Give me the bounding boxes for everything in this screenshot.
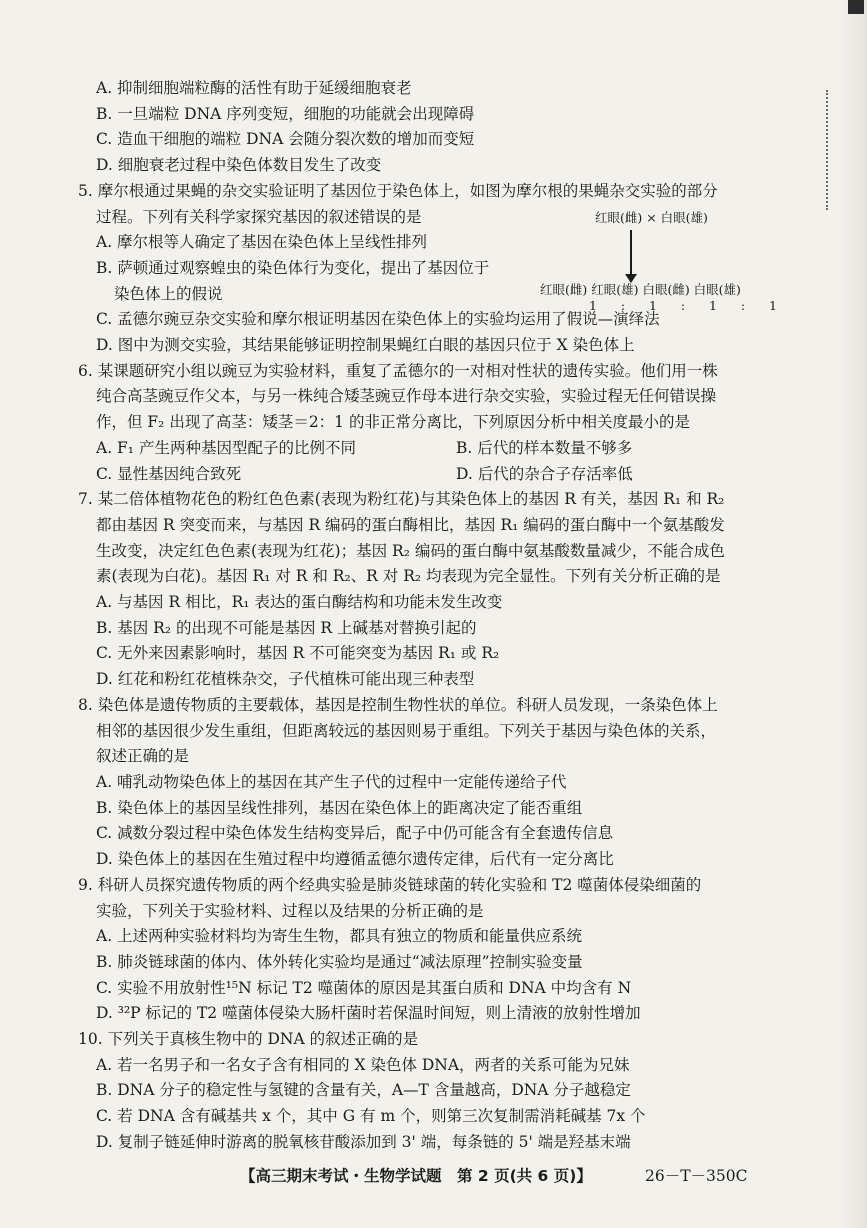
cross-ratio: [568, 298, 798, 314]
fly-cross-diagram: [540, 210, 777, 313]
option-line: A. 与基因 R 相比，R₁ 表达的蛋白酶结构和功能未发生改变: [96, 593, 503, 612]
question-9-stem: 实验，下列关于实验材料、过程以及结果的分析正确的是: [96, 901, 484, 920]
scan-corner-mark: [848, 0, 864, 14]
question-5-stem: 5. 摩尔根通过果蝇的杂交实验证明了基因位于染色体上，如图为摩尔根的果蝇杂交实验的部分: [78, 181, 718, 200]
option-line: D. 红花和粉红花植株杂交，子代植株可能出现三种表型: [96, 670, 475, 689]
option-line: C. 若 DNA 含有碱基共 x 个，其中 G 有 m 个，则第三次复制需消耗碱基 7x 个: [96, 1107, 646, 1126]
option-row: [78, 436, 778, 462]
option-line: B. 萨顿通过观察蝗虫的染色体行为变化，提出了基因位于: [96, 258, 490, 277]
question-6-stem: 作，但 F₂ 出现了高茎：矮茎＝2：1 的非正常分离比，下列原因分析中相关度最小的是: [96, 413, 690, 432]
page-footer-title: 【高三期末考试・生物学试题 第 2 页(共 6 页)】: [240, 1167, 592, 1185]
option-line: B. DNA 分子的稳定性与氢键的含量有关，A—T 含量越高，DNA 分子越稳定: [96, 1081, 631, 1100]
option-line: A. 摩尔根等人确定了基因在染色体上呈线性排列: [96, 233, 428, 252]
question-8-stem: 相邻的基因很少发生重组，但距离较远的基因则易于重组。下列关于基因与染色体的关系，: [96, 721, 717, 740]
option-line: C. 孟德尔豌豆杂交实验和摩尔根证明基因在染色体上的实验均运用了假说—演绎法: [96, 310, 660, 329]
question-9-stem: 9. 科研人员探究遗传物质的两个经典实验是肺炎链球菌的转化实验和 T2 噬菌体侵染细菌的: [78, 875, 702, 894]
option-line: C. 实验不用放射性¹⁵N 标记 T2 噬菌体的原因是其蛋白质和 DNA 中均含有 N: [96, 978, 632, 997]
option-line: B. 肺炎链球菌的体内、体外转化实验均是通过“减法原理”控制实验变量: [96, 952, 583, 971]
option-line: A. F₁ 产生两种基因型配子的比例不同: [96, 438, 356, 457]
option-line: D. 复制子链延伸时游离的脱氧核苷酸添加到 3' 端，每条链的 5' 端是羟基末端: [96, 1132, 631, 1151]
option-line: C. 显性基因纯合致死: [96, 464, 242, 483]
option-line: A. 哺乳动物染色体上的基因在其产生子代的过程中一定能传递给子代: [96, 772, 567, 791]
scan-edge: [840, 0, 867, 1228]
option-line: C. 造血干细胞的端粒 DNA 会随分裂次数的增加而变短: [96, 130, 475, 149]
question-7-stem: 都由基因 R 突变而来，与基因 R 编码的蛋白酶相比，基因 R₁ 编码的蛋白酶中一个氨基酸发: [96, 515, 725, 534]
option-line: B. 后代的样本数量不够多: [456, 438, 633, 457]
question-8-stem: 8. 染色体是遗传物质的主要载体，基因是控制生物性状的单位。科研人员发现，一条染色体上: [78, 695, 718, 714]
option-line: C. 减数分裂过程中染色体发生结构变异后，配子中仍可能含有全套遗传信息: [96, 824, 614, 843]
option-line: D. 后代的杂合子存活率低: [456, 464, 633, 483]
option-line: D. 细胞衰老过程中染色体数目发生了改变: [96, 156, 382, 175]
option-line: B. 基因 R₂ 的出现不可能是基因 R 上碱基对替换引起的: [96, 618, 477, 637]
question-8-stem: 叙述正确的是: [96, 747, 190, 766]
option-line: A. 上述两种实验材料均为寄生生物，都具有独立的物质和能量供应系统: [96, 927, 583, 946]
option-line: B. 一旦端粒 DNA 序列变短，细胞的功能就会出现障碍: [96, 104, 475, 123]
option-line: D. 染色体上的基因在生殖过程中均遵循孟德尔遗传定律，后代有一定分离比: [96, 850, 614, 869]
option-line: C. 无外来因素影响时，基因 R 不可能突变为基因 R₁ 或 R₂: [96, 644, 500, 663]
question-7-stem: 素(表现为白花)。基因 R₁ 对 R 和 R₂、R 对 R₂ 均表现为完全显性。下列有关分析正确的是: [96, 567, 721, 586]
question-7-stem: 生改变，决定红色色素(表现为红花)；基因 R₂ 编码的蛋白酶中氨基酸数量减少，不能合成色: [96, 541, 725, 560]
ratio-term: 1: [649, 298, 657, 313]
question-6-stem: 纯合高茎豌豆作父本，与另一株纯合矮茎豌豆作母本进行杂交实验，实验过程无任何错误操: [96, 387, 717, 406]
question-7-stem: 7. 某二倍体植物花色的粉红色色素(表现为粉红花)与其染色体上的基因 R 有关，基因 R₁ 和 R₂: [78, 490, 725, 509]
page-footer-code: 26－T－350C: [645, 1167, 748, 1185]
ratio-term: 1: [769, 298, 777, 313]
option-row: [78, 462, 778, 488]
ratio-sep: :: [740, 298, 746, 313]
option-line: 染色体上的假说: [114, 284, 223, 303]
question-5-stem: 过程。下列有关科学家探究基因的叙述错误的是: [96, 207, 422, 226]
option-line: B. 染色体上的基因呈线性排列，基因在染色体上的距离决定了能否重组: [96, 798, 583, 817]
cross-parents: 红眼(雌) × 白眼(雄): [595, 210, 708, 225]
ratio-sep: :: [620, 298, 626, 313]
option-line: D. 图中为测交实验，其结果能够证明控制果蝇红白眼的基因只位于 X 染色体上: [96, 336, 635, 355]
question-10-stem: 10. 下列关于真核生物中的 DNA 的叙述正确的是: [78, 1030, 419, 1049]
cross-offspring: 红眼(雌) 红眼(雄) 白眼(雌) 白眼(雄): [540, 282, 741, 297]
cross-arrow-shaft: [630, 230, 632, 278]
option-line: D. ³²P 标记的 T2 噬菌体侵染大肠杆菌时若保温时间短，则上清液的放射性增加: [96, 1004, 641, 1023]
binding-dots: [826, 90, 832, 210]
question-6-stem: 6. 某课题研究小组以豌豆为实验材料，重复了孟德尔的一对相对性状的遗传实验。他们用一株: [78, 361, 718, 380]
ratio-term: 1: [709, 298, 717, 313]
option-line: A. 抑制细胞端粒酶的活性有助于延缓细胞衰老: [96, 79, 412, 97]
option-line: A. 若一名男子和一名女子含有相同的 X 染色体 DNA，两者的关系可能为兄妹: [96, 1055, 630, 1074]
ratio-term: 1: [589, 298, 597, 313]
ratio-sep: :: [680, 298, 686, 313]
